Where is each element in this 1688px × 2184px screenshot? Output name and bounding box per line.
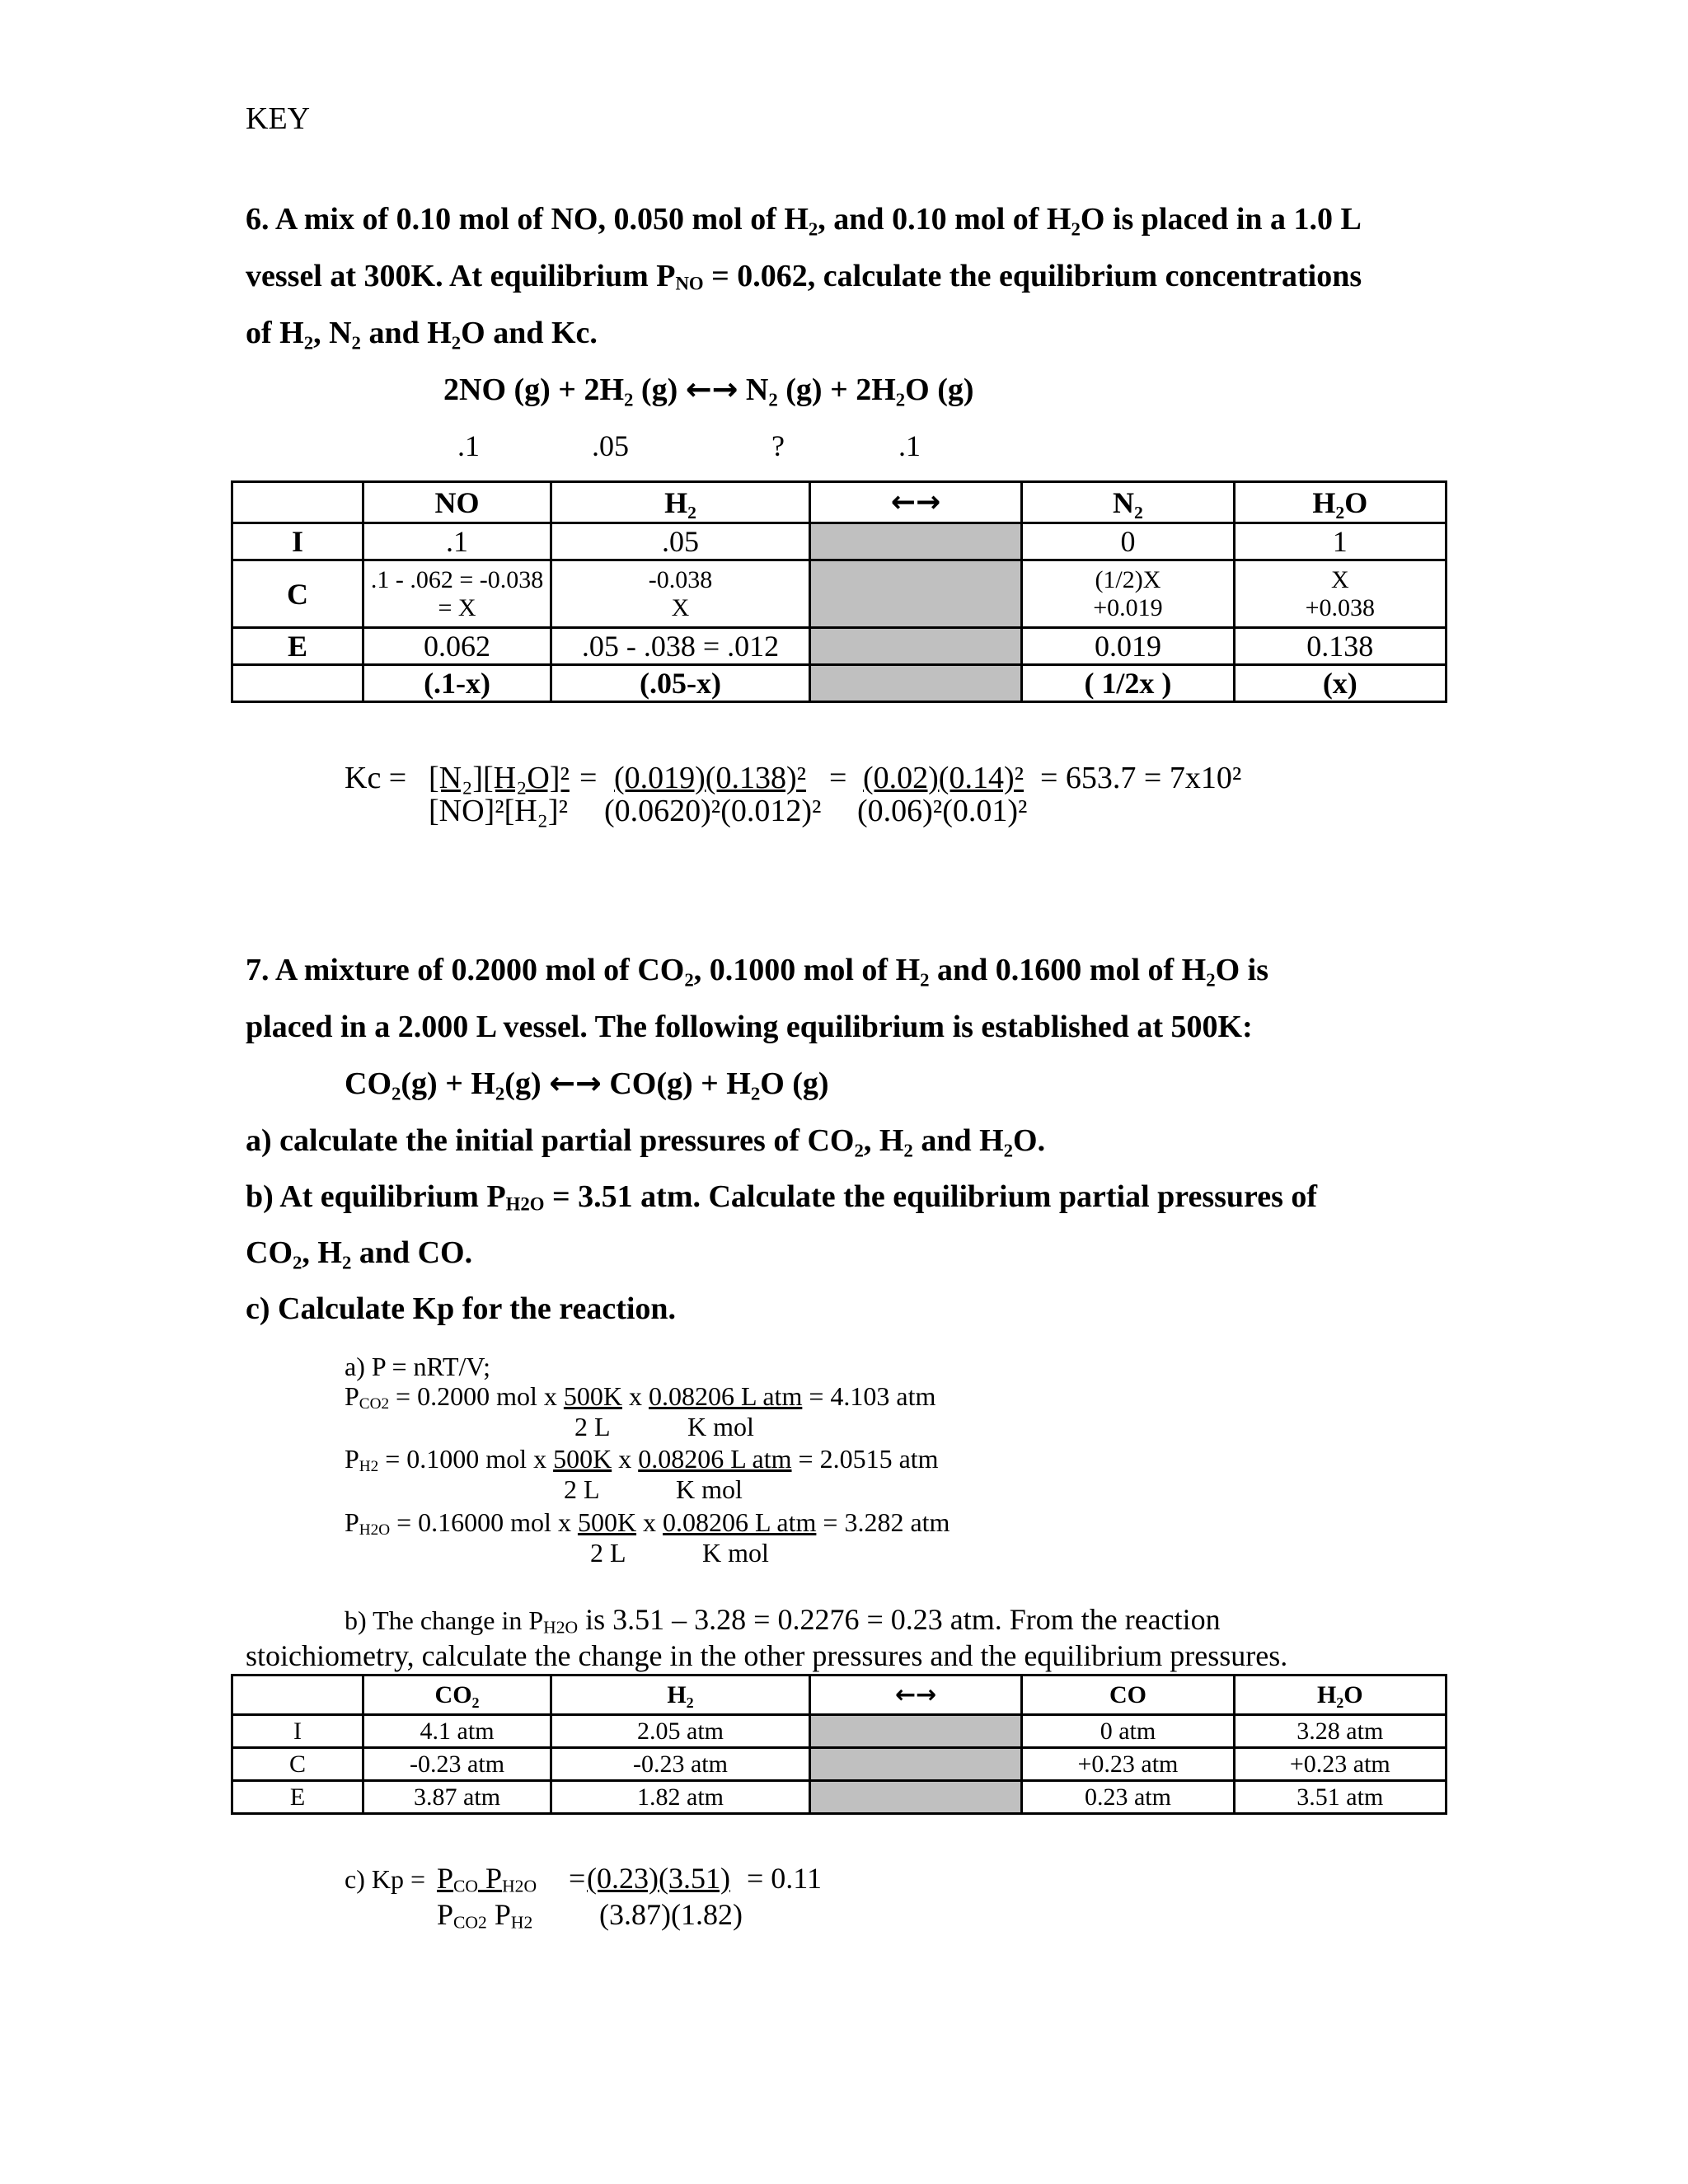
table-cell: (1/2)X +0.019: [1022, 560, 1234, 628]
work-a-co2-den-v: 2 L: [574, 1412, 611, 1441]
q7-ice-table: [231, 1674, 1447, 1815]
table-row-initial: [232, 523, 1447, 560]
row-label: E: [232, 1781, 363, 1814]
kp-result: = 0.11: [747, 1862, 822, 1895]
shaded-cell: [809, 628, 1021, 665]
table-cell: 3.28 atm: [1234, 1715, 1446, 1748]
table-cell: 0.23 atm: [1022, 1781, 1234, 1814]
kc-numerator-2: (0.019)(0.138)²: [614, 761, 807, 795]
kp-denominator-values: (3.87)(1.82): [599, 1898, 743, 1931]
kc-denominator-3: (0.06)²(0.01)²: [857, 794, 1028, 828]
kp-prefix: c) Kp =: [345, 1864, 426, 1894]
work-a-h2o-den-r: K mol: [702, 1538, 769, 1568]
kc-denominator-1: [NO]²[H₂]²: [429, 794, 568, 828]
table-cell: [232, 482, 363, 523]
equilibrium-arrow-icon: ←→: [549, 1065, 602, 1101]
table-header-row: [232, 1675, 1447, 1715]
q6-initial-h2: .05: [592, 429, 629, 462]
work-a-p-co2: $P_{CO2} = 0.2000$ mol x 500K x 0.08206 L atm = 4.103 atm: [345, 1381, 936, 1413]
row-label: I: [232, 1715, 363, 1748]
q6-initial-no: .1: [457, 429, 480, 462]
col-header-co: CO: [1022, 1675, 1234, 1715]
kc-result: = 653.7 = 7x10²: [1040, 761, 1242, 795]
table-cell: (x): [1234, 665, 1446, 702]
q6-line-3: of H₂, N₂ and H₂O and Kc.: [246, 316, 598, 350]
row-label: E: [232, 628, 363, 665]
table-row-equilibrium: [232, 628, 1447, 665]
table-row-change: [232, 560, 1447, 628]
q6-line-2: vessel at 300K. At equilibrium PNO = 0.062, calculate the equilibrium concentrations: [246, 259, 1362, 294]
kc-equals-2: =: [829, 761, 847, 795]
page-key-label: KEY: [246, 101, 311, 136]
equilibrium-arrow-icon: ←→: [809, 1675, 1021, 1715]
row-label: C: [232, 1748, 363, 1781]
shaded-cell: [809, 1748, 1021, 1781]
table-cell: (.1-x): [363, 665, 551, 702]
row-label: [232, 665, 363, 702]
q6-initial-h2o: .1: [898, 429, 921, 462]
table-cell: .05 - .038 = .012: [551, 628, 810, 665]
table-cell: 3.51 atm: [1234, 1781, 1446, 1814]
table-cell: 1.82 atm: [551, 1781, 810, 1814]
table-cell: .1 - .062 = -0.038 = X: [363, 560, 551, 628]
q7-part-b-continued: CO₂, H₂ and CO.: [246, 1235, 473, 1270]
col-header-n2: N₂: [1022, 482, 1234, 523]
col-header-h2: H₂: [551, 1675, 810, 1715]
q7-part-a: a) calculate the initial partial pressures of CO₂, H₂ and H₂O.: [246, 1123, 1046, 1158]
q7-line-1: 7. A mixture of 0.2000 mol of CO₂, 0.1000 mol of H₂ and 0.1600 mol of H₂O is: [246, 953, 1269, 987]
work-a-formula: a) P = nRT/V;: [345, 1352, 490, 1381]
q6-line-1: 6. A mix of 0.10 mol of NO, 0.050 mol of H₂, and 0.10 mol of H₂O is placed in a 1.0 L: [246, 202, 1362, 237]
table-cell: (.05-x): [551, 665, 810, 702]
work-a-p-h2: $P_{H2} = 0.1000$ mol x 500K x 0.08206 L atm = 2.0515 atm: [345, 1444, 939, 1475]
col-header-h2o: H₂O: [1234, 482, 1446, 523]
kc-numerator-3: (0.02)(0.14)²: [863, 761, 1025, 795]
q7-reaction-equation: CO₂(g) + H₂(g) ←→ CO(g) + H₂O (g): [345, 1065, 829, 1101]
table-row-initial: [232, 1715, 1447, 1748]
table-cell: 4.1 atm: [363, 1715, 551, 1748]
table-cell: 0 atm: [1022, 1715, 1234, 1748]
table-cell: -0.038 X: [551, 560, 810, 628]
q6-reaction-equation: 2NO (g) + 2H₂ (g) ←→ N₂ (g) + 2H₂O (g): [443, 371, 974, 407]
kc-prefix: Kc =: [345, 761, 407, 795]
kp-equals: =: [554, 1862, 593, 1895]
table-cell: X +0.038: [1234, 560, 1446, 628]
table-cell: ( 1/2x ): [1022, 665, 1234, 702]
col-header-no: NO: [363, 482, 551, 523]
shaded-cell: [809, 523, 1021, 560]
work-b-line-1: b) The change in $P_{H2O}$ is 3.51 – 3.28 = 0.2276 = 0.23 atm. From the reaction: [345, 1603, 1221, 1638]
work-a-h2-den-v: 2 L: [564, 1474, 600, 1504]
table-cell: 2.05 atm: [551, 1715, 810, 1748]
table-cell: 1: [1234, 523, 1446, 560]
q6-ice-table: [231, 480, 1447, 703]
table-row-expression: [232, 665, 1447, 702]
col-header-h2: H₂: [551, 482, 810, 523]
work-b-line-2: stoichiometry, calculate the change in the other pressures and the equilibrium pressures.: [246, 1639, 1288, 1672]
table-cell: 0.138: [1234, 628, 1446, 665]
table-cell: 0.062: [363, 628, 551, 665]
q7-part-c: c) Calculate Kp for the reaction.: [246, 1291, 677, 1326]
table-cell: 0.019: [1022, 628, 1234, 665]
shaded-cell: [809, 560, 1021, 628]
row-label: I: [232, 523, 363, 560]
kp-numerator-values: (0.23)(3.51): [587, 1862, 730, 1895]
table-cell: 3.87 atm: [363, 1781, 551, 1814]
work-a-h2-den-r: K mol: [676, 1474, 743, 1504]
kc-denominator-2: (0.0620)²(0.012)²: [604, 794, 822, 828]
col-header-h2o: H₂O: [1234, 1675, 1446, 1715]
equilibrium-arrow-icon: ←→: [685, 371, 738, 407]
table-row-change: [232, 1748, 1447, 1781]
equilibrium-arrow-icon: ←→: [809, 482, 1021, 523]
work-a-h2o-den-v: 2 L: [590, 1538, 626, 1568]
q6-initial-n2: ?: [771, 429, 785, 462]
table-cell: 0: [1022, 523, 1234, 560]
table-header-row: [232, 482, 1447, 523]
table-row-equilibrium: [232, 1781, 1447, 1814]
kc-numerator-1: [N₂][H₂O]²: [429, 761, 570, 795]
table-cell: [232, 1675, 363, 1715]
q7-part-b: b) At equilibrium PH2O = 3.51 atm. Calculate the equilibrium partial pressures of: [246, 1179, 1318, 1215]
table-cell: -0.23 atm: [551, 1748, 810, 1781]
table-cell: .1: [363, 523, 551, 560]
kc-equals-1: =: [579, 761, 598, 795]
table-cell: .05: [551, 523, 810, 560]
shaded-cell: [809, 665, 1021, 702]
q7-line-2: placed in a 2.000 L vessel. The following equilibrium is established at 500K:: [246, 1010, 1253, 1044]
kp-denominator-pressures: $P_{CO2}$ $P_{H2}$: [437, 1898, 533, 1933]
kp-numerator-pressures: $P_{CO}$ $P_{H2O}$: [437, 1862, 537, 1896]
work-a-p-h2o: $P_{H2O} = 0.16000$ mol x 500K x 0.08206 L atm = 3.282 atm: [345, 1507, 950, 1539]
shaded-cell: [809, 1715, 1021, 1748]
shaded-cell: [809, 1781, 1021, 1814]
table-cell: +0.23 atm: [1022, 1748, 1234, 1781]
col-header-co2: CO₂: [363, 1675, 551, 1715]
row-label: C: [232, 560, 363, 628]
work-a-co2-den-r: K mol: [687, 1412, 754, 1441]
table-cell: -0.23 atm: [363, 1748, 551, 1781]
table-cell: +0.23 atm: [1234, 1748, 1446, 1781]
